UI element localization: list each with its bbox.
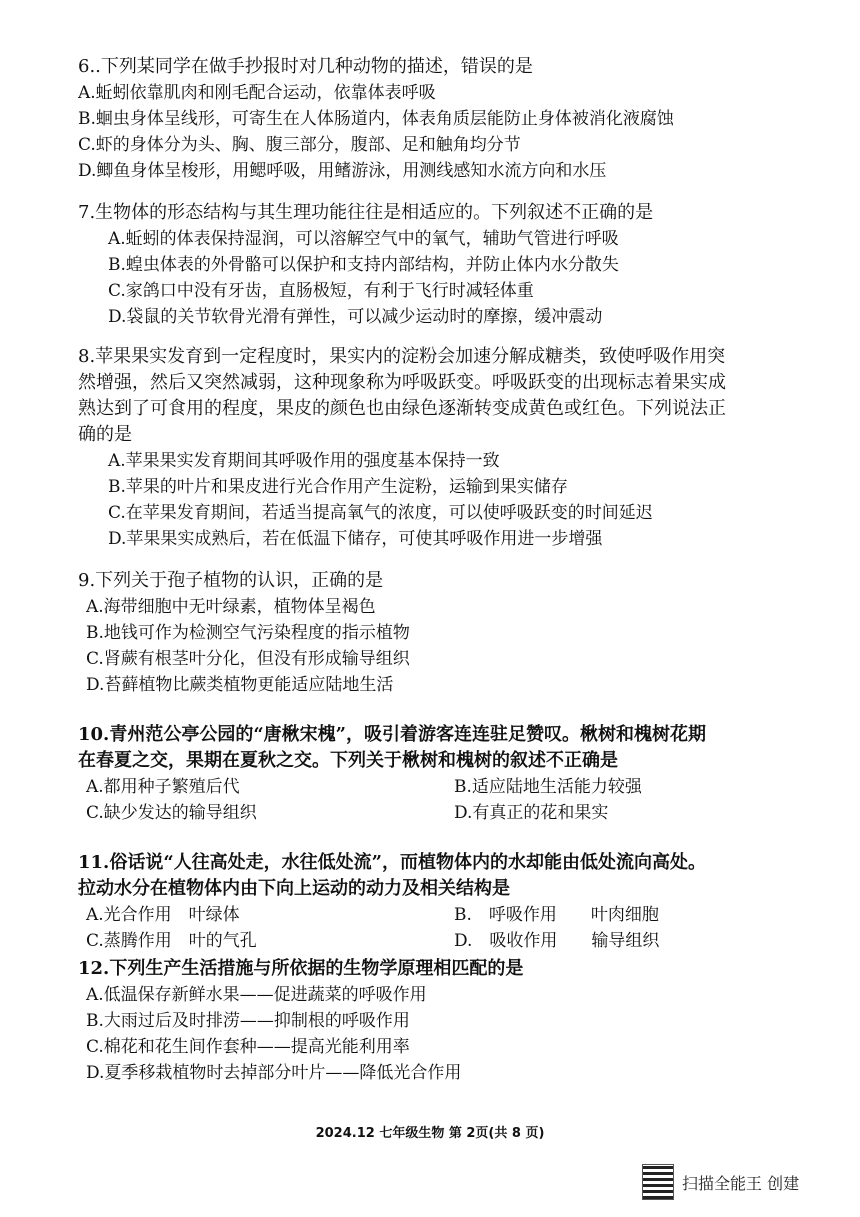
option-b: B. 呼吸作用 叶肉细胞 (454, 905, 659, 925)
option-b: B.苹果的叶片和果皮进行光合作用产生淀粉，运输到果实储存 (108, 477, 568, 497)
option-c: C.虾的身体分为头、胸、腹三部分，腹部、足和触角均分节 (78, 135, 521, 155)
option-a: A.低温保存新鲜水果——促进蔬菜的呼吸作用 (86, 985, 427, 1005)
option-a: A.光合作用 叶绿体 (86, 905, 240, 925)
option-a: A.蚯蚓依靠肌肉和刚毛配合运动，依靠体表呼吸 (78, 83, 436, 103)
option-a: A.海带细胞中无叶绿素，植物体呈褐色 (86, 597, 376, 617)
question-stem-line: 熟达到了可食用的程度，果皮的颜色也由绿色逐渐转变成黄色或红色。下列说法正 (78, 398, 726, 419)
option-b: B.蝗虫体表的外骨骼可以保护和支持内部结构，并防止体内水分散失 (108, 255, 619, 275)
option-a: A.都用种子繁殖后代 (86, 777, 240, 797)
option-row (78, 800, 818, 826)
option-b: B.大雨过后及时排涝——抑制根的呼吸作用 (86, 1011, 410, 1031)
option-c: C.肾蕨有根茎叶分化，但没有形成输导组织 (86, 649, 410, 669)
question-10 (78, 722, 818, 826)
option-b: B.地钱可作为检测空气污染程度的指示植物 (86, 623, 410, 643)
option-b: B.蛔虫身体呈线形，可寄生在人体肠道内，体表角质层能防止身体被消化液腐蚀 (78, 109, 674, 129)
question-stem-line: 确的是 (78, 424, 132, 445)
question-stem-line: 11.俗话说“人往高处走，水往低处流”，而植物体内的水却能由低处流向高处。 (78, 852, 707, 873)
option-a: A.蚯蚓的体表保持湿润，可以溶解空气中的氧气，辅助气管进行呼吸 (108, 229, 619, 249)
question-stem: 6..下列某同学在做手抄报时对几种动物的描述，错误的是 (78, 56, 533, 77)
option-c: C.蒸腾作用 叶的气孔 (86, 931, 257, 951)
option-c: C.家鸽口中没有牙齿，直肠极短，有利于飞行时减轻体重 (108, 281, 534, 301)
page-footer: 2024.12 七年级生物 第 2页(共 8 页) (315, 1126, 545, 1141)
option-b: B.适应陆地生活能力较强 (454, 777, 642, 797)
scanner-watermark (642, 1164, 842, 1200)
question-7 (78, 200, 818, 330)
watermark-text: 扫描全能王 创建 (682, 1173, 800, 1193)
option-row (78, 902, 818, 928)
question-stem: 9.下列关于孢子植物的认识，正确的是 (78, 570, 384, 591)
option-c: C.缺少发达的输导组织 (86, 803, 257, 823)
option-c: C.在苹果发育期间，若适当提高氧气的浓度，可以使呼吸跃变的时间延迟 (108, 503, 653, 523)
question-9 (78, 568, 818, 698)
option-d: D.有真正的花和果实 (454, 803, 609, 823)
question-stem-line: 在春夏之交，果期在夏秋之交。下列关于楸树和槐树的叙述不正确是 (78, 750, 618, 771)
question-stem-line: 拉动水分在植物体内由下向上运动的动力及相关结构是 (78, 878, 510, 899)
question-stem-line: 8.苹果果实发育到一定程度时，果实内的淀粉会加速分解成糖类，致使呼吸作用突 (78, 346, 726, 367)
question-8 (78, 344, 818, 552)
qr-logo-icon (642, 1164, 674, 1200)
question-stem: 7.生物体的形态结构与其生理功能往往是相适应的。下列叙述不正确的是 (78, 202, 654, 223)
question-11 (78, 850, 818, 954)
question-6 (78, 54, 818, 184)
option-d: D.袋鼠的关节软骨光滑有弹性，可以减少运动时的摩擦，缓冲震动 (108, 307, 603, 327)
question-stem-line: 然增强，然后又突然减弱，这种现象称为呼吸跃变。呼吸跃变的出现标志着果实成 (78, 372, 726, 393)
option-a: A.苹果果实发育期间其呼吸作用的强度基本保持一致 (108, 451, 500, 471)
option-d: D.苔藓植物比蕨类植物更能适应陆地生活 (86, 675, 394, 695)
option-d: D.苹果果实成熟后，若在低温下储存，可使其呼吸作用进一步增强 (108, 529, 603, 549)
question-stem: 12.下列生产生活措施与所依据的生物学原理相匹配的是 (78, 958, 524, 979)
option-row (78, 928, 818, 954)
option-c: C.棉花和花生间作套种——提高光能利用率 (86, 1037, 410, 1057)
option-d: D.夏季移栽植物时去掉部分叶片——降低光合作用 (86, 1063, 462, 1083)
option-row (78, 774, 818, 800)
question-12 (78, 956, 818, 1086)
option-d: D.鲫鱼身体呈梭形，用鳃呼吸，用鳍游泳，用测线感知水流方向和水压 (78, 161, 607, 181)
option-d: D. 吸收作用 输导组织 (454, 931, 660, 951)
question-stem-line: 10.青州范公亭公园的“唐楸宋槐”，吸引着游客连连驻足赞叹。楸树和槐树花期 (78, 724, 707, 745)
